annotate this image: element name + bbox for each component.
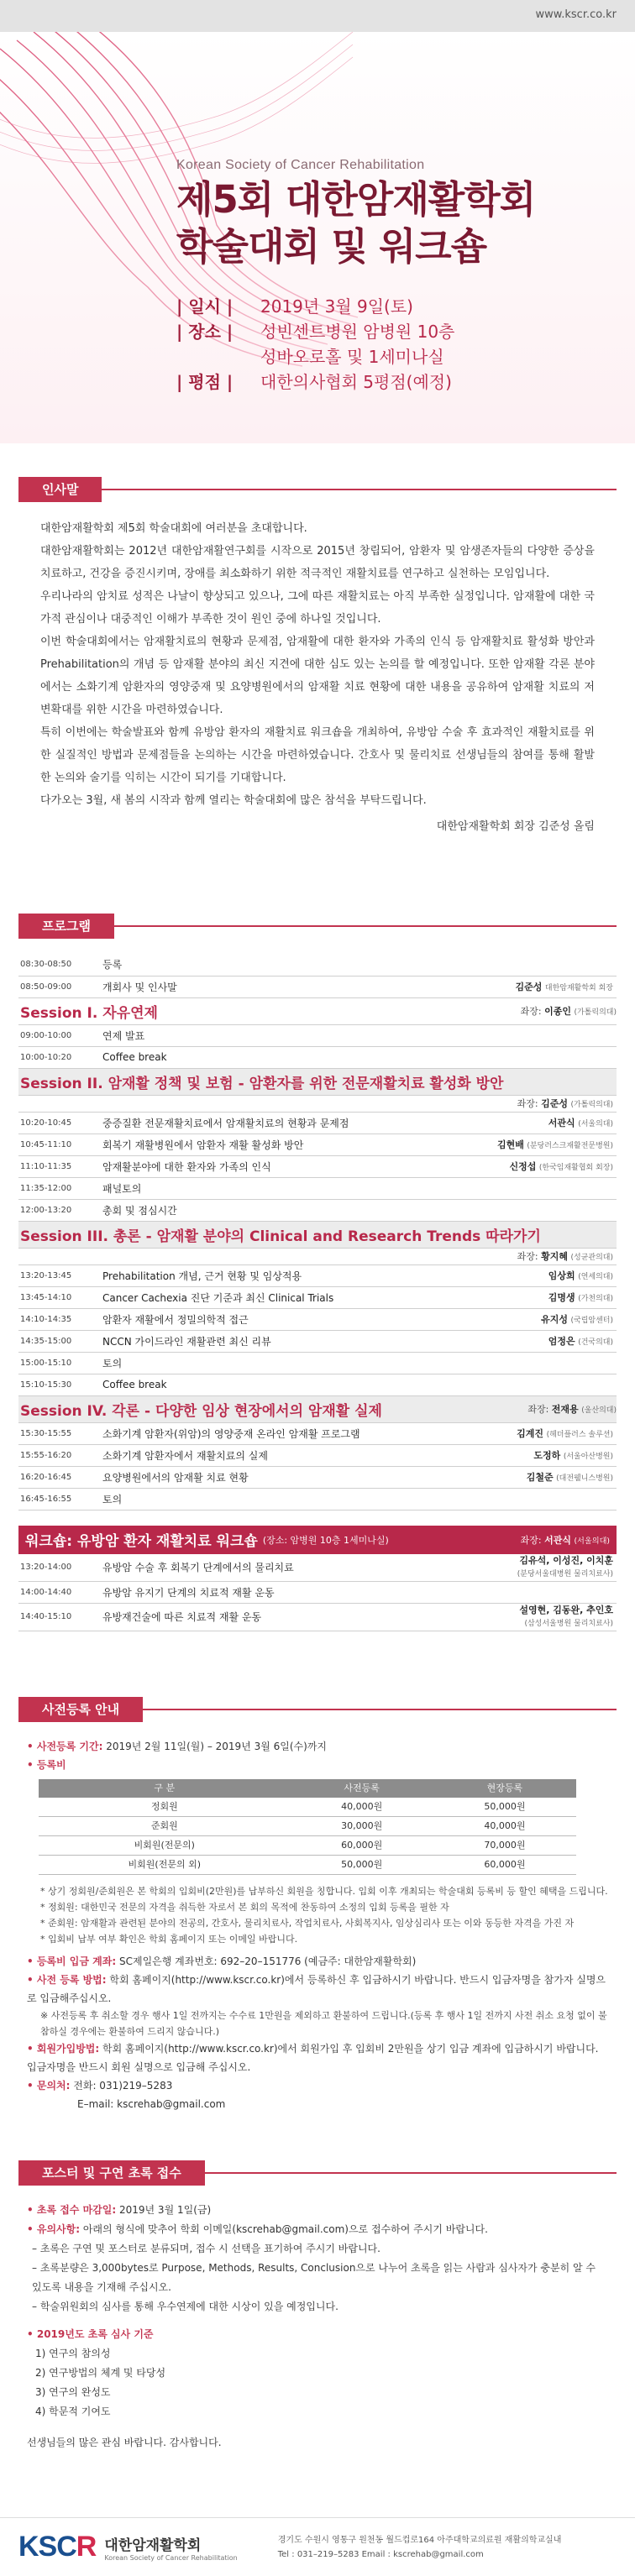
row-time: 10:00-10:20	[18, 1046, 102, 1068]
row-speaker	[454, 1046, 617, 1068]
logo-text-b: R	[76, 2531, 97, 2563]
chair-label: 좌장:	[520, 1534, 542, 1546]
contact-label: • 문의처:	[27, 2079, 71, 2092]
chair-name: 김준성	[541, 1098, 568, 1109]
abstract-tag: 포스터 및 구연 초록 접수	[18, 2160, 205, 2186]
row-speaker	[454, 1112, 617, 1134]
program-row	[18, 1330, 617, 1352]
chair-label: 좌장:	[517, 1251, 538, 1262]
event-title	[176, 176, 613, 270]
workshop-header	[18, 1526, 617, 1554]
greeting-tag: 인사말	[18, 477, 102, 502]
greeting-p1: 대한암재활학회 제5회 학술대회에 여러분을 초대합니다.	[40, 522, 307, 535]
notice-row	[27, 2220, 608, 2239]
credit-value: 대한의사협회 5평점(예정)	[260, 372, 452, 392]
session-title: Session IV. 각론 - 다양한 임상 현장에서의 암재활 실제	[20, 1402, 382, 1420]
program-row	[18, 1581, 617, 1603]
speaker-aff: (한국임재활협회 회장)	[538, 1164, 613, 1172]
deadline-row	[27, 2201, 608, 2220]
method-value: 학회 홈페이지(http://www.kscr.co.kr)에서 등록하신 후 입금하시기 바랍니다. 반드시 입금자명을 참가자 실명으로 입금해주십시오.	[27, 1973, 606, 2004]
speaker-name: 신정섭	[509, 1161, 537, 1172]
join-value: 학회 홈페이지(http://www.kscr.co.kr)에서 회원가입 후 입회비 2만원을 상기 입금 계좌에 입금하시기 바랍니다. 입금자명을 반드시 회원 실명으로 입금해 주십시오.	[27, 2042, 599, 2073]
program-row	[18, 1422, 617, 1444]
row-title: 패널토의	[102, 1177, 454, 1199]
criteria-item: 3) 연구의 완성도	[35, 2385, 111, 2398]
society-name-en: Korean Society of Cancer Rehabilitation	[176, 158, 425, 172]
program-table	[18, 954, 617, 1511]
row-speaker	[454, 1155, 617, 1177]
place-value	[260, 319, 454, 369]
row-time: 11:35-12:00	[18, 1177, 102, 1199]
row-time: 13:20-13:45	[18, 1264, 102, 1286]
fee-row	[39, 1816, 576, 1835]
date-row	[176, 294, 613, 319]
kscr-logo	[18, 2531, 96, 2563]
row-title: NCCN 가이드라인 재활관련 최신 리뷰	[102, 1330, 454, 1352]
workshop-place: (장소: 암병원 10층 1세미나실)	[262, 1534, 389, 1546]
chair-label: 좌장:	[517, 1098, 538, 1109]
criteria-item: 1) 연구의 참의성	[35, 2347, 111, 2359]
row-title: 총회 및 점심시간	[102, 1199, 454, 1221]
fee-notes	[27, 1883, 608, 1947]
abstract-body	[18, 2201, 617, 2453]
session-chair-row	[18, 1248, 617, 1264]
chair-aff: (울산의대)	[581, 1406, 617, 1415]
speaker-aff: (국립암센터)	[570, 1317, 613, 1325]
program-row	[18, 1024, 617, 1046]
row-time: 13:20-14:00	[18, 1554, 102, 1582]
row-speaker	[454, 1330, 617, 1352]
row-time: 14:10-14:35	[18, 1308, 102, 1330]
site-url[interactable]: www.kscr.co.kr	[535, 8, 617, 21]
society-name	[104, 2533, 237, 2562]
fee-header-cell: 현장등록	[433, 1779, 576, 1798]
fee-cell: 60,000원	[291, 1835, 433, 1855]
row-title: Coffee break	[102, 1046, 454, 1068]
program-row	[18, 1177, 617, 1199]
row-speaker	[441, 1603, 617, 1631]
criteria-item: 4) 학문적 기여도	[35, 2405, 111, 2417]
notice-label: • 유의사항:	[27, 2223, 81, 2235]
top-bar	[0, 0, 635, 32]
date-value: 2019년 3월 9일(토)	[260, 296, 413, 317]
speaker-aff: (헤더플러스 솔루션)	[546, 1431, 613, 1439]
speaker-aff: 대한암재활학회 회장	[544, 984, 613, 992]
fee-cell: 비회원(전문의)	[39, 1835, 291, 1855]
speaker-name: 엄정은	[548, 1336, 575, 1347]
fee-cell: 준회원	[39, 1816, 291, 1835]
program-row	[18, 1444, 617, 1466]
row-title: 소화기계 암환자에서 재활치료의 실제	[102, 1444, 454, 1466]
header-rule	[18, 489, 617, 490]
rule-2: – 초록분량은 3,000bytes로 Purpose, Methods, Results, Conclusion으로 나누어 초록을 읽는 사람과 심사자가 충분히 알 수 있도록 내용을 기재해 주십시오.	[32, 2261, 596, 2293]
row-title: 연제 발표	[102, 1024, 454, 1046]
chair-aff: (성균관의대)	[570, 1254, 613, 1262]
fee-cell: 50,000원	[433, 1798, 576, 1817]
program-row	[18, 1466, 617, 1488]
program-row	[18, 1112, 617, 1134]
greeting-p5: 특히 이번에는 학술발표와 함께 유방암 환자의 재활치료 워크숍을 개최하여, 유방암 수술 후 효과적인 재활치료를 위한 실질적인 방법과 문제점들을 논의하는 시간을 마련하였습니다. 간호사 및 물리치료 선생님들의 참여를 통해 활발한 논의와 술기를 익히는 시간이 되기를 기대합니다.	[40, 726, 595, 784]
row-speaker	[454, 1422, 617, 1444]
row-speaker	[454, 1134, 617, 1155]
fee-label: • 등록비	[27, 1758, 66, 1771]
session-header	[18, 1395, 617, 1422]
speaker-aff: (가천의대)	[578, 1295, 613, 1303]
session-title-cell	[18, 1395, 617, 1422]
session-chair-row	[18, 1095, 617, 1112]
fee-row	[39, 1855, 576, 1874]
speaker-aff: (서울의대)	[578, 1120, 613, 1128]
logo-text-a: KSC	[18, 2531, 76, 2563]
abstract-header	[18, 2160, 617, 2186]
row-speaker	[454, 1264, 617, 1286]
row-speaker	[454, 976, 617, 997]
row-time: 16:45-16:55	[18, 1488, 102, 1510]
contact-email[interactable]: E–mail: kscrehab@gmail.com	[77, 2097, 226, 2110]
row-time: 14:35-15:00	[18, 1330, 102, 1352]
fee-cell: 비회원(전문의 외)	[39, 1855, 291, 1874]
session-chair	[527, 1399, 617, 1416]
row-speaker	[454, 1308, 617, 1330]
note-3: * 준회원: 암재활과 관련된 분야의 전공의, 간호사, 물리치료사, 작업치료사, 사회복지사, 임상심리사 또는 이와 동등한 자격을 가진 자	[40, 1917, 575, 1929]
row-title: 요양병원에서의 암재활 치료 현황	[102, 1466, 454, 1488]
row-time: 08:30-08:50	[18, 954, 102, 976]
row-time: 10:20-10:45	[18, 1112, 102, 1134]
row-title: 소화기계 암환자(위암)의 영양중재 온라인 암재활 프로그램	[102, 1422, 454, 1444]
notice-value: 아래의 형식에 맞추어 학회 이메일(kscrehab@gmail.com)으로 접수하여 주시기 바랍니다.	[82, 2223, 488, 2235]
row-title: 중증질환 전문재활치료에서 암재활치료의 현황과 문제점	[102, 1112, 454, 1134]
period-value: 2019년 2월 11일(월) – 2019년 3월 6일(수)까지	[106, 1740, 328, 1752]
row-time: 15:30-15:55	[18, 1422, 102, 1444]
fee-cell: 50,000원	[291, 1855, 433, 1874]
session-title-cell	[18, 1068, 617, 1095]
chair-name: 이종인	[544, 1005, 571, 1017]
contact-row	[27, 2076, 608, 2095]
row-title: 등록	[102, 954, 454, 976]
event-info	[176, 294, 613, 395]
row-time: 08:50-09:00	[18, 976, 102, 997]
row-title: 유방암 유지기 단계의 치료적 재활 운동	[102, 1581, 441, 1603]
program-row	[18, 1352, 617, 1374]
contact-phone: 전화: 031)219–5283	[73, 2079, 173, 2092]
row-title: 개회사 및 인사말	[102, 976, 454, 997]
session-chair	[18, 1248, 617, 1264]
method-note: ※ 사전등록 후 취소할 경우 행사 1일 전까지는 수수료 1만원을 제외하고 환불하여 드립니다.(등록 후 행사 1일 전까지 사전 취소 요청 없이 불참하실 경우에는 환불하여 드리지 않습니다.)	[40, 2009, 607, 2037]
greeting-p6: 다가오는 3월, 새 봄의 시작과 함께 열리는 학술대회에 많은 참석을 부탁드립니다.	[40, 794, 427, 807]
place-row	[176, 319, 613, 369]
row-time: 09:00-10:00	[18, 1024, 102, 1046]
fee-table	[39, 1779, 576, 1875]
speaker-aff: (건국의대)	[578, 1338, 613, 1347]
speaker-aff: (서울아산병원)	[563, 1453, 613, 1461]
row-title: Cancer Cachexia 진단 기준과 최신 Clinical Trials	[102, 1286, 454, 1308]
speaker-name: 김계진	[517, 1428, 544, 1439]
row-speaker	[454, 954, 617, 976]
row-speaker	[454, 1352, 617, 1374]
speaker-name: 유지성	[541, 1314, 568, 1325]
registration-section	[18, 1631, 617, 2113]
row-title: 토의	[102, 1488, 454, 1510]
note-2: * 정회원: 대한민국 전문의 자격을 취득한 자로서 본 회의 목적에 찬동하여 소정의 입회 등록을 필한 자	[40, 1901, 449, 1913]
greeting-p4: 이번 학술대회에서는 암재활치료의 현황과 문제점, 암재활에 대한 환자와 가족의 인식 등 암재활치료 활성화 방안과 Prehabilitation의 개념 등 암재활 분야의 최신 지견에 대한 심도 있는 논의를 할 예정입니다. 또한 암재활 각론 분야에서는 소화기계 암환자의 영양중재 및 요양병원에서의 암재활 치료 현황에 대한 내용을 공유하여 암재활 치료의 저변확대를 위한 시간을 마련하였습니다.	[40, 636, 595, 716]
note-1: * 상기 정회원/준회원은 본 학회의 입회비(2만원)를 납부하신 회원을 칭합니다. 입회 이후 개최되는 학술대회 등록비 등 할인 혜택을 드립니다.	[40, 1885, 608, 1897]
speaker-name: 설영현, 김동완, 추인호	[519, 1604, 613, 1615]
row-title: 암환자 재활에서 정밀의학적 접근	[102, 1308, 454, 1330]
speaker-aff: (분당서울대병원 물리치료사)	[517, 1569, 613, 1579]
hero-banner	[0, 32, 635, 443]
row-speaker	[454, 1374, 617, 1395]
chair-aff: (가톨릭의대)	[570, 1101, 613, 1109]
row-speaker	[454, 1177, 617, 1199]
closing-text: 선생님들의 많은 관심 바랍니다. 감사합니다.	[27, 2436, 222, 2448]
deadline-label: • 초록 접수 마감일:	[27, 2203, 117, 2216]
row-speaker	[454, 1286, 617, 1308]
row-title: 회복기 재활병원에서 암환자 재활 활성화 방안	[102, 1134, 454, 1155]
registration-body	[18, 1737, 617, 2113]
row-speaker	[454, 1024, 617, 1046]
row-time: 14:40-15:10	[18, 1603, 102, 1631]
speaker-aff: (연세의대)	[578, 1273, 613, 1281]
account-label: • 등록비 입금 계좌:	[27, 1955, 117, 1967]
program-row	[18, 1155, 617, 1177]
program-row	[18, 1554, 617, 1582]
speaker-name: 김현배	[496, 1139, 524, 1150]
workshop-table	[18, 1554, 617, 1631]
program-row	[18, 1488, 617, 1510]
registration-tag: 사전등록 안내	[18, 1697, 143, 1722]
row-time: 15:10-15:30	[18, 1374, 102, 1395]
program-row	[18, 1286, 617, 1308]
row-title: 암재활분야에 대한 환자와 가족의 인식	[102, 1155, 454, 1177]
date-label: | 일시 |	[176, 296, 234, 317]
program-row	[18, 954, 617, 976]
program-row	[18, 1374, 617, 1395]
credit-row	[176, 369, 613, 395]
footer-address: 경기도 수원시 영통구 원천동 월드컵로164 아주대학교의료원 재활의학교실내	[277, 2535, 562, 2545]
row-title: 토의	[102, 1352, 454, 1374]
fee-row	[39, 1835, 576, 1855]
speaker-name: 임상희	[548, 1270, 575, 1281]
footer-contact: Tel : 031–219–5283 Email : kscrehab@gmail.com	[277, 2549, 484, 2559]
hero-content	[176, 158, 613, 395]
speaker-name: 김준성	[515, 982, 543, 992]
row-time: 15:55-16:20	[18, 1444, 102, 1466]
greeting-signature: 대한암재활학회 회장 김준성 올림	[436, 820, 595, 833]
chair-label: 좌장:	[520, 1005, 542, 1017]
place-label: | 장소 |	[176, 322, 234, 342]
period-row	[27, 1737, 608, 1756]
speaker-name: 김유석, 이성진, 이치훈	[519, 1554, 613, 1566]
program-tag: 프로그램	[18, 914, 114, 939]
workshop-chair	[521, 1533, 610, 1547]
row-time: 13:45-14:10	[18, 1286, 102, 1308]
row-speaker	[441, 1554, 617, 1582]
greeting-header	[18, 477, 617, 502]
fee-cell: 40,000원	[433, 1816, 576, 1835]
workshop-title: 워크숍: 유방암 환자 재활치료 워크숍	[25, 1533, 258, 1550]
fee-row	[39, 1798, 576, 1817]
session-header	[18, 1068, 617, 1095]
join-label: • 회원가입방법:	[27, 2042, 100, 2055]
row-title: Coffee break	[102, 1374, 454, 1395]
greeting-body	[18, 517, 617, 838]
account-row	[27, 1952, 608, 1971]
row-speaker	[454, 1488, 617, 1510]
program-row	[18, 1603, 617, 1631]
credit-label: | 평점 |	[176, 372, 234, 392]
session-header	[18, 1221, 617, 1248]
chair-name: 전재용	[551, 1403, 579, 1415]
greeting-p3: 우리나라의 암치료 성적은 나날이 향상되고 있으나, 그에 따른 재활치료는 아직 부족한 실정입니다. 암재활에 대한 국가적 관심이나 대중적인 이해가 부족한 것이 원인 중에 하나일 것입니다.	[40, 590, 595, 626]
greeting-section	[18, 443, 617, 838]
chair-aff: (서울의대)	[574, 1536, 610, 1546]
chair-name: 서관식	[544, 1534, 571, 1546]
fee-cell: 70,000원	[433, 1835, 576, 1855]
program-row	[18, 976, 617, 997]
speaker-aff: (삼성서울병원 물리치료사)	[524, 1619, 613, 1628]
chair-label: 좌장:	[527, 1403, 549, 1415]
session-title: Session III. 총론 - 암재활 분야의 Clinical and Research Trends 따라가기	[20, 1228, 541, 1245]
speaker-name: 서관식	[548, 1118, 575, 1128]
session-header	[18, 997, 617, 1024]
speaker-name: 김철준	[526, 1472, 554, 1483]
fee-header-cell: 사전등록	[291, 1779, 433, 1798]
row-speaker	[454, 1466, 617, 1488]
deadline-value: 2019년 3월 1일(금)	[118, 2203, 212, 2216]
row-title: 유방암 수술 후 회복기 단계에서의 물리치료	[102, 1554, 441, 1582]
speaker-aff: (분당러스크재활전문병원)	[527, 1142, 613, 1150]
row-time: 12:00-13:20	[18, 1199, 102, 1221]
session-title: Session II. 암재활 정책 및 보험 - 암환자를 위한 전문재활치료 활성화 방안	[20, 1075, 504, 1092]
footer	[0, 2517, 635, 2576]
session-title-cell	[18, 997, 617, 1024]
session-title: Session I. 자유연제	[20, 1004, 158, 1022]
rule-1: – 초록은 구연 및 포스터로 분류되며, 접수 시 선택을 표기하여 주시기 바랍니다.	[32, 2242, 380, 2254]
program-row	[18, 1046, 617, 1068]
period-label: • 사전등록 기간:	[27, 1740, 103, 1752]
abstract-section	[18, 2113, 617, 2453]
criteria-label: • 2019년도 초록 심사 기준	[27, 2327, 154, 2340]
footer-info	[278, 2533, 562, 2562]
chair-aff: (가톨릭의대)	[574, 1008, 617, 1017]
row-speaker	[441, 1581, 617, 1603]
criteria-list	[27, 2344, 608, 2422]
society-name-en-small: Korean Society of Cancer Rehabilitation	[104, 2553, 238, 2562]
fee-cell: 30,000원	[291, 1816, 433, 1835]
program-section	[18, 838, 617, 1631]
method-row	[27, 1971, 608, 2008]
row-title: Prehabilitation 개념, 근거 현황 및 임상적용	[102, 1264, 454, 1286]
row-time: 15:00-15:10	[18, 1352, 102, 1374]
row-title: 유방재건술에 따른 치료적 재활 운동	[102, 1603, 441, 1631]
row-time: 14:00-14:40	[18, 1581, 102, 1603]
title-line-2: 학술대회 및 워크숍	[176, 224, 487, 269]
note-4: * 입회비 납부 여부 확인은 학회 홈페이지 또는 이메일 바랍니다.	[40, 1933, 298, 1945]
row-time: 10:45-11:10	[18, 1134, 102, 1155]
method-label: • 사전 등록 방법:	[27, 1973, 107, 1986]
rule-3: – 학술위원회의 심사를 통해 우수연제에 대한 시상이 있을 예정입니다.	[32, 2300, 338, 2312]
program-row	[18, 1264, 617, 1286]
speaker-name: 김명생	[548, 1292, 575, 1303]
criteria-item: 2) 연구방법의 체계 및 타당성	[35, 2366, 166, 2379]
program-row	[18, 1199, 617, 1221]
fee-header-cell: 구 분	[39, 1779, 291, 1798]
speaker-name: 도정하	[533, 1450, 561, 1461]
program-row	[18, 1308, 617, 1330]
program-row	[18, 1134, 617, 1155]
fee-cell: 60,000원	[433, 1855, 576, 1874]
row-speaker	[454, 1444, 617, 1466]
session-chair	[18, 1095, 617, 1112]
session-title-cell	[18, 1221, 617, 1248]
society-name-ko: 대한암재활학회	[104, 2537, 202, 2554]
title-line-1: 제5회 대한암재활학회	[176, 177, 536, 222]
place-line-2: 성바오로홀 및 1세미나실	[260, 347, 444, 367]
fee-cell: 40,000원	[291, 1798, 433, 1817]
row-time: 11:10-11:35	[18, 1155, 102, 1177]
account-value: SC제일은행 계좌번호: 692–20–151776 (예금주: 대한암재활학회)	[118, 1955, 417, 1967]
join-row	[27, 2039, 608, 2076]
session-chair	[521, 1001, 617, 1018]
row-speaker	[454, 1199, 617, 1221]
program-header	[18, 914, 617, 939]
greeting-p2: 대한암재활학회는 2012년 대한암재활연구회를 시작으로 2015년 창립되어, 암환자 및 암생존자들의 다양한 증상을 치료하고, 건강을 증진시키며, 장애를 최소화하기 위한 적극적인 재활치료를 연구하고 실천하는 모임입니다.	[40, 545, 595, 580]
place-line-1: 성빈센트병원 암병원 10층	[260, 322, 455, 342]
chair-name: 황지혜	[541, 1251, 568, 1262]
fee-cell: 정회원	[39, 1798, 291, 1817]
registration-header	[18, 1697, 617, 1722]
row-time: 16:20-16:45	[18, 1466, 102, 1488]
speaker-aff: (대전웰니스병원)	[556, 1474, 613, 1483]
